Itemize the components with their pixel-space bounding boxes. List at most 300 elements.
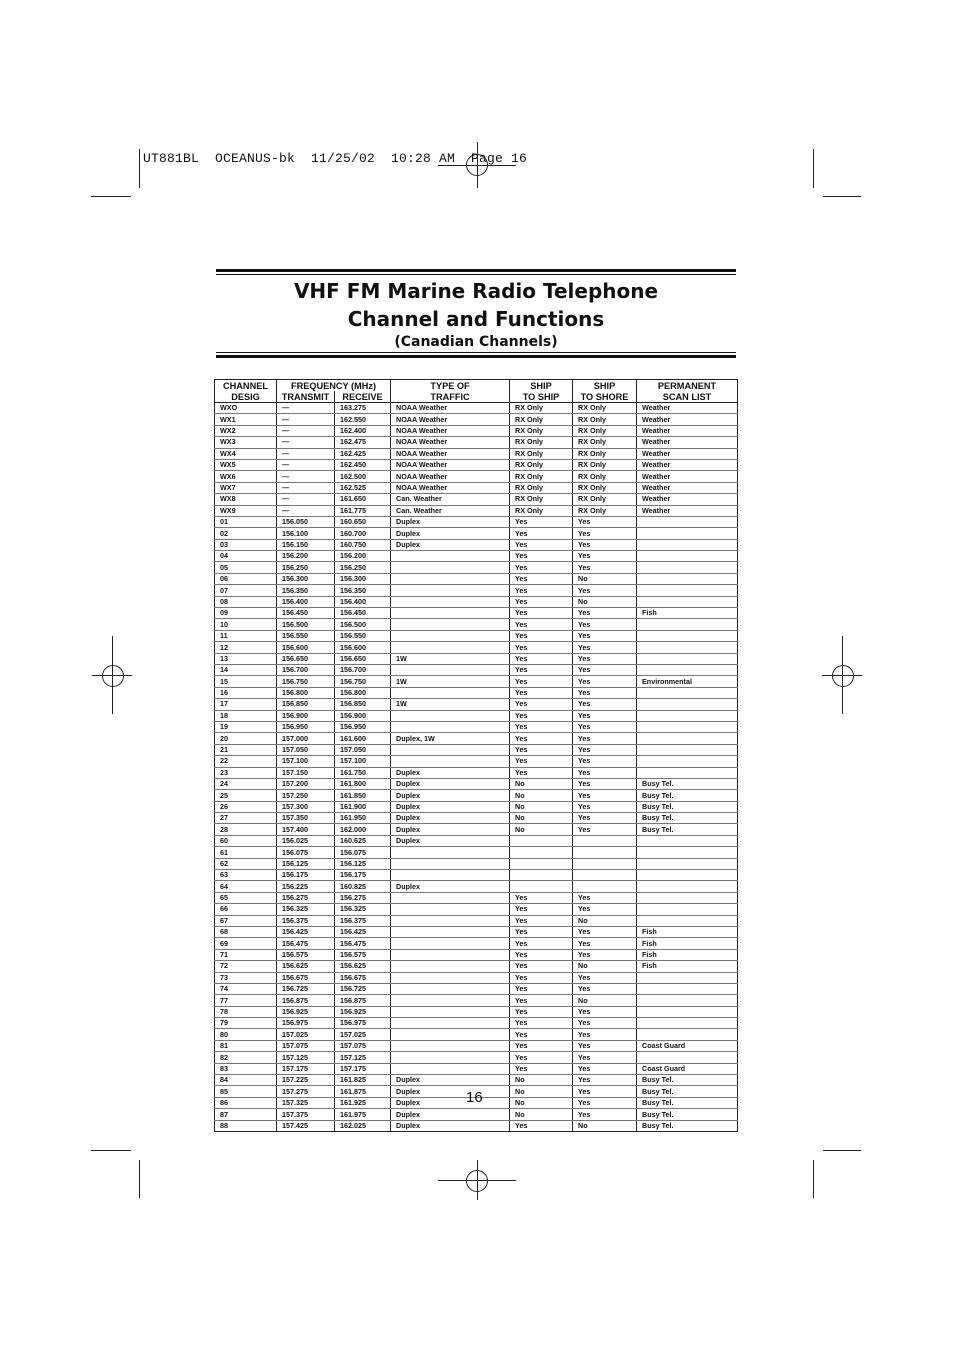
table-row (215, 448, 738, 459)
registration-mark (438, 1160, 516, 1200)
traffic-cell (391, 608, 510, 619)
receive-cell: 156.375 (335, 915, 391, 926)
ship-to-shore-cell: Yes (573, 756, 637, 767)
receive-cell: 163.275 (335, 403, 391, 414)
transmit-cell: 156.325 (277, 904, 335, 915)
crop-mark (813, 1160, 814, 1198)
channel-cell: 87 (215, 1109, 277, 1120)
transmit-cell: — (277, 425, 335, 436)
header-to-shore: TO SHORE (573, 391, 637, 403)
ship-to-shore-cell: No (573, 915, 637, 926)
scan-list-cell (637, 835, 738, 846)
ship-to-shore-cell: RX Only (573, 459, 637, 470)
traffic-cell (391, 1040, 510, 1051)
traffic-cell (391, 596, 510, 607)
scan-list-cell: Fish (637, 926, 738, 937)
channel-cell: 05 (215, 562, 277, 573)
ship-to-shore-cell: Yes (573, 1040, 637, 1051)
ship-to-shore-cell: Yes (573, 778, 637, 789)
ship-to-shore-cell: Yes (573, 608, 637, 619)
traffic-cell (391, 562, 510, 573)
table-row (215, 630, 738, 641)
ship-to-shore-cell (573, 858, 637, 869)
ship-to-ship-cell: Yes (510, 961, 573, 972)
scan-list-cell (637, 858, 738, 869)
receive-cell: 156.550 (335, 630, 391, 641)
ship-to-shore-cell: RX Only (573, 425, 637, 436)
header-scan-list: SCAN LIST (637, 391, 738, 403)
scan-list-cell (637, 653, 738, 664)
traffic-cell: Duplex (391, 539, 510, 550)
ship-to-ship-cell: Yes (510, 516, 573, 527)
receive-cell: 156.125 (335, 858, 391, 869)
receive-cell: 156.900 (335, 710, 391, 721)
traffic-cell: NOAA Weather (391, 414, 510, 425)
ship-to-ship-cell: Yes (510, 1120, 573, 1131)
ship-to-shore-cell: RX Only (573, 437, 637, 448)
header-ship-1: SHIP (510, 380, 573, 392)
receive-cell: 161.825 (335, 1075, 391, 1086)
traffic-cell: NOAA Weather (391, 448, 510, 459)
table-row (215, 756, 738, 767)
scan-list-cell (637, 1018, 738, 1029)
traffic-cell: Duplex (391, 1075, 510, 1086)
scan-list-cell (637, 881, 738, 892)
traffic-cell (391, 585, 510, 596)
ship-to-ship-cell: RX Only (510, 482, 573, 493)
table-row (215, 1109, 738, 1120)
traffic-cell: NOAA Weather (391, 482, 510, 493)
transmit-cell: — (277, 459, 335, 470)
ship-to-ship-cell: No (510, 1109, 573, 1120)
table-row (215, 858, 738, 869)
transmit-cell: 156.575 (277, 949, 335, 960)
transmit-cell: — (277, 471, 335, 482)
receive-cell: 162.000 (335, 824, 391, 835)
scan-list-cell: Weather (637, 505, 738, 516)
transmit-cell: 157.125 (277, 1052, 335, 1063)
ship-to-shore-cell: RX Only (573, 471, 637, 482)
ship-to-shore-cell: Yes (573, 619, 637, 630)
ship-to-ship-cell (510, 858, 573, 869)
receive-cell: 157.125 (335, 1052, 391, 1063)
scan-list-cell: Busy Tel. (637, 790, 738, 801)
traffic-cell (391, 642, 510, 653)
receive-cell: 162.025 (335, 1120, 391, 1131)
ship-to-shore-cell: Yes (573, 664, 637, 675)
traffic-cell: Duplex (391, 1086, 510, 1097)
ship-to-ship-cell: Yes (510, 1052, 573, 1063)
channel-cell: 74 (215, 983, 277, 994)
header-desig: DESIG (215, 391, 277, 403)
ship-to-shore-cell (573, 870, 637, 881)
receive-cell: 161.600 (335, 733, 391, 744)
table-row (215, 596, 738, 607)
ship-to-ship-cell: Yes (510, 585, 573, 596)
ship-to-shore-cell: Yes (573, 642, 637, 653)
transmit-cell: 156.650 (277, 653, 335, 664)
channel-cell: 68 (215, 926, 277, 937)
traffic-cell: 1W (391, 699, 510, 710)
scan-list-cell (637, 915, 738, 926)
ship-to-ship-cell: Yes (510, 1063, 573, 1074)
channel-cell: 11 (215, 630, 277, 641)
header-receive: RECEIVE (335, 391, 391, 403)
scan-list-cell (637, 904, 738, 915)
crop-mark (91, 1150, 131, 1151)
ship-to-ship-cell: RX Only (510, 437, 573, 448)
transmit-cell: 157.075 (277, 1040, 335, 1051)
scan-list-cell (637, 733, 738, 744)
scan-list-cell (637, 630, 738, 641)
table-row (215, 653, 738, 664)
receive-cell: 161.750 (335, 767, 391, 778)
ship-to-ship-cell: Yes (510, 642, 573, 653)
receive-cell: 156.950 (335, 721, 391, 732)
ship-to-ship-cell: Yes (510, 744, 573, 755)
title-rule-top (216, 269, 736, 272)
transmit-cell: 156.125 (277, 858, 335, 869)
traffic-cell: Duplex (391, 1120, 510, 1131)
ship-to-shore-cell: Yes (573, 516, 637, 527)
ship-to-ship-cell: Yes (510, 938, 573, 949)
transmit-cell: — (277, 403, 335, 414)
scan-list-cell (637, 995, 738, 1006)
ship-to-shore-cell: Yes (573, 926, 637, 937)
transmit-cell: 156.175 (277, 870, 335, 881)
scan-list-cell: Busy Tel. (637, 813, 738, 824)
ship-to-ship-cell: Yes (510, 528, 573, 539)
receive-cell: 157.100 (335, 756, 391, 767)
traffic-cell (391, 915, 510, 926)
traffic-cell (391, 870, 510, 881)
receive-cell: 162.500 (335, 471, 391, 482)
receive-cell: 156.425 (335, 926, 391, 937)
scan-list-cell (637, 892, 738, 903)
table-row (215, 1052, 738, 1063)
ship-to-ship-cell: Yes (510, 733, 573, 744)
transmit-cell: 156.150 (277, 539, 335, 550)
ship-to-ship-cell: RX Only (510, 471, 573, 482)
channel-cell: 61 (215, 847, 277, 858)
title-rule-top-thin (216, 274, 736, 275)
transmit-cell: 157.200 (277, 778, 335, 789)
channel-cell: 65 (215, 892, 277, 903)
channel-cell: 26 (215, 801, 277, 812)
scan-list-cell: Busy Tel. (637, 801, 738, 812)
channel-cell: 02 (215, 528, 277, 539)
receive-cell: 160.625 (335, 835, 391, 846)
channel-table (214, 379, 738, 1132)
traffic-cell (391, 1063, 510, 1074)
channel-cell: WX2 (215, 425, 277, 436)
receive-cell: 156.675 (335, 972, 391, 983)
ship-to-ship-cell: No (510, 801, 573, 812)
ship-to-shore-cell: Yes (573, 801, 637, 812)
ship-to-shore-cell: Yes (573, 630, 637, 641)
table-row (215, 664, 738, 675)
table-row (215, 824, 738, 835)
page-title-line1: VHF FM Marine Radio Telephone (293, 279, 659, 303)
table-row (215, 847, 738, 858)
transmit-cell: 156.225 (277, 881, 335, 892)
traffic-cell: Duplex, 1W (391, 733, 510, 744)
receive-cell: 156.700 (335, 664, 391, 675)
page-subtitle: (Canadian Channels) (394, 334, 558, 350)
traffic-cell (391, 573, 510, 584)
table-row (215, 471, 738, 482)
table-row (215, 1006, 738, 1017)
page-title-line2: Channel and Functions (347, 307, 605, 331)
traffic-cell (391, 1006, 510, 1017)
channel-cell: 64 (215, 881, 277, 892)
transmit-cell: — (277, 437, 335, 448)
ship-to-shore-cell: Yes (573, 1109, 637, 1120)
table-row (215, 938, 738, 949)
receive-cell: 156.575 (335, 949, 391, 960)
ship-to-shore-cell: Yes (573, 744, 637, 755)
receive-cell: 161.800 (335, 778, 391, 789)
table-row (215, 1120, 738, 1131)
table-row (215, 915, 738, 926)
ship-to-shore-cell: Yes (573, 1052, 637, 1063)
receive-cell: 156.925 (335, 1006, 391, 1017)
ship-to-shore-cell: Yes (573, 983, 637, 994)
receive-cell: 161.650 (335, 494, 391, 505)
traffic-cell: NOAA Weather (391, 425, 510, 436)
traffic-cell (391, 858, 510, 869)
ship-to-shore-cell: Yes (573, 687, 637, 698)
transmit-cell: 157.175 (277, 1063, 335, 1074)
table-row (215, 995, 738, 1006)
receive-cell: 156.600 (335, 642, 391, 653)
scan-list-cell: Weather (637, 471, 738, 482)
ship-to-ship-cell: Yes (510, 721, 573, 732)
receive-cell: 160.700 (335, 528, 391, 539)
transmit-cell: 156.050 (277, 516, 335, 527)
table-row (215, 585, 738, 596)
scan-list-cell: Busy Tel. (637, 1109, 738, 1120)
table-row (215, 1040, 738, 1051)
table-row (215, 904, 738, 915)
ship-to-ship-cell: Yes (510, 699, 573, 710)
scan-list-cell: Fish (637, 961, 738, 972)
channel-cell: 08 (215, 596, 277, 607)
ship-to-ship-cell: Yes (510, 949, 573, 960)
ship-to-ship-cell: No (510, 1097, 573, 1108)
ship-to-ship-cell (510, 881, 573, 892)
table-row (215, 926, 738, 937)
transmit-cell: 156.375 (277, 915, 335, 926)
transmit-cell: 156.500 (277, 619, 335, 630)
ship-to-shore-cell: Yes (573, 949, 637, 960)
transmit-cell: 156.250 (277, 562, 335, 573)
receive-cell: 156.500 (335, 619, 391, 630)
ship-to-shore-cell: Yes (573, 699, 637, 710)
transmit-cell: 156.875 (277, 995, 335, 1006)
scan-list-cell (637, 516, 738, 527)
scan-list-cell: Coast Guard (637, 1063, 738, 1074)
header-to-ship: TO SHIP (510, 391, 573, 403)
ship-to-shore-cell: No (573, 573, 637, 584)
channel-cell: WX5 (215, 459, 277, 470)
ship-to-shore-cell: No (573, 1120, 637, 1131)
receive-cell: 162.450 (335, 459, 391, 470)
scan-list-cell (637, 528, 738, 539)
receive-cell: 156.475 (335, 938, 391, 949)
scan-list-cell: Busy Tel. (637, 824, 738, 835)
channel-cell: 66 (215, 904, 277, 915)
scan-list-cell (637, 756, 738, 767)
traffic-cell: Duplex (391, 801, 510, 812)
scan-list-cell (637, 721, 738, 732)
traffic-cell: Duplex (391, 813, 510, 824)
transmit-cell: 157.275 (277, 1086, 335, 1097)
ship-to-ship-cell: Yes (510, 1029, 573, 1040)
scan-list-cell: Busy Tel. (637, 778, 738, 789)
ship-to-shore-cell: Yes (573, 892, 637, 903)
traffic-cell: 1W (391, 653, 510, 664)
print-slug: UT881BL OCEANUS-bk 11/25/02 10:28 AM Page 16 (143, 151, 528, 166)
traffic-cell (391, 938, 510, 949)
channel-cell: 23 (215, 767, 277, 778)
scan-list-cell (637, 767, 738, 778)
transmit-cell: 156.075 (277, 847, 335, 858)
channel-cell: 09 (215, 608, 277, 619)
transmit-cell: 157.250 (277, 790, 335, 801)
traffic-cell: NOAA Weather (391, 459, 510, 470)
traffic-cell (391, 1018, 510, 1029)
ship-to-shore-cell: Yes (573, 938, 637, 949)
table-header-row (215, 391, 738, 403)
transmit-cell: 156.725 (277, 983, 335, 994)
scan-list-cell: Fish (637, 949, 738, 960)
table-row (215, 813, 738, 824)
transmit-cell: 157.100 (277, 756, 335, 767)
scan-list-cell: Weather (637, 482, 738, 493)
transmit-cell: 156.275 (277, 892, 335, 903)
ship-to-shore-cell: RX Only (573, 505, 637, 516)
ship-to-ship-cell: Yes (510, 756, 573, 767)
scan-list-cell (637, 983, 738, 994)
ship-to-ship-cell: Yes (510, 539, 573, 550)
traffic-cell (391, 630, 510, 641)
scan-list-cell (637, 1052, 738, 1063)
scan-list-cell (637, 619, 738, 630)
channel-cell: WX3 (215, 437, 277, 448)
table-row (215, 1075, 738, 1086)
transmit-cell: 156.800 (277, 687, 335, 698)
transmit-cell: 156.675 (277, 972, 335, 983)
title-rule-bottom-thin (216, 352, 736, 353)
ship-to-ship-cell: Yes (510, 664, 573, 675)
scan-list-cell: Weather (637, 403, 738, 414)
receive-cell: 156.350 (335, 585, 391, 596)
scan-list-cell (637, 539, 738, 550)
scan-list-cell: Busy Tel. (637, 1097, 738, 1108)
channel-cell: 73 (215, 972, 277, 983)
ship-to-ship-cell: Yes (510, 767, 573, 778)
traffic-cell (391, 949, 510, 960)
ship-to-ship-cell: RX Only (510, 494, 573, 505)
ship-to-shore-cell: No (573, 596, 637, 607)
ship-to-shore-cell: Yes (573, 710, 637, 721)
table-row (215, 414, 738, 425)
receive-cell: 156.200 (335, 551, 391, 562)
table-row (215, 972, 738, 983)
channel-table-wrapper (214, 379, 737, 1132)
channel-cell: 77 (215, 995, 277, 1006)
channel-cell: 85 (215, 1086, 277, 1097)
table-row (215, 687, 738, 698)
table-row (215, 562, 738, 573)
transmit-cell: 156.300 (277, 573, 335, 584)
scan-list-cell: Weather (637, 437, 738, 448)
ship-to-shore-cell: Yes (573, 972, 637, 983)
table-row (215, 619, 738, 630)
receive-cell: 156.450 (335, 608, 391, 619)
receive-cell: 156.625 (335, 961, 391, 972)
scan-list-cell (637, 870, 738, 881)
channel-cell: 79 (215, 1018, 277, 1029)
ship-to-shore-cell: Yes (573, 539, 637, 550)
transmit-cell: 157.400 (277, 824, 335, 835)
table-row (215, 1018, 738, 1029)
receive-cell: 156.725 (335, 983, 391, 994)
table-row (215, 892, 738, 903)
table-row (215, 983, 738, 994)
table-row (215, 699, 738, 710)
receive-cell: 161.900 (335, 801, 391, 812)
ship-to-ship-cell: Yes (510, 676, 573, 687)
transmit-cell: 156.850 (277, 699, 335, 710)
scan-list-cell (637, 562, 738, 573)
scan-list-cell (637, 642, 738, 653)
ship-to-ship-cell: No (510, 1086, 573, 1097)
ship-to-shore-cell: Yes (573, 733, 637, 744)
table-row (215, 870, 738, 881)
channel-cell: WX1 (215, 414, 277, 425)
receive-cell: 156.650 (335, 653, 391, 664)
receive-cell: 162.425 (335, 448, 391, 459)
traffic-cell (391, 892, 510, 903)
crop-mark (139, 149, 140, 188)
table-row (215, 949, 738, 960)
receive-cell: 161.925 (335, 1097, 391, 1108)
table-row (215, 676, 738, 687)
transmit-cell: 157.150 (277, 767, 335, 778)
traffic-cell: 1W (391, 676, 510, 687)
header-type-of: TYPE OF (391, 380, 510, 392)
transmit-cell: 157.425 (277, 1120, 335, 1131)
scan-list-cell: Busy Tel. (637, 1075, 738, 1086)
crop-mark (823, 196, 861, 197)
ship-to-ship-cell: No (510, 813, 573, 824)
transmit-cell: 157.350 (277, 813, 335, 824)
scan-list-cell (637, 585, 738, 596)
ship-to-ship-cell: Yes (510, 562, 573, 573)
table-row (215, 551, 738, 562)
traffic-cell: Duplex (391, 1097, 510, 1108)
receive-cell: 156.975 (335, 1018, 391, 1029)
transmit-cell: 156.950 (277, 721, 335, 732)
channel-cell: 20 (215, 733, 277, 744)
transmit-cell: 157.375 (277, 1109, 335, 1120)
table-row (215, 482, 738, 493)
ship-to-ship-cell: Yes (510, 608, 573, 619)
transmit-cell: 156.200 (277, 551, 335, 562)
transmit-cell: 157.300 (277, 801, 335, 812)
